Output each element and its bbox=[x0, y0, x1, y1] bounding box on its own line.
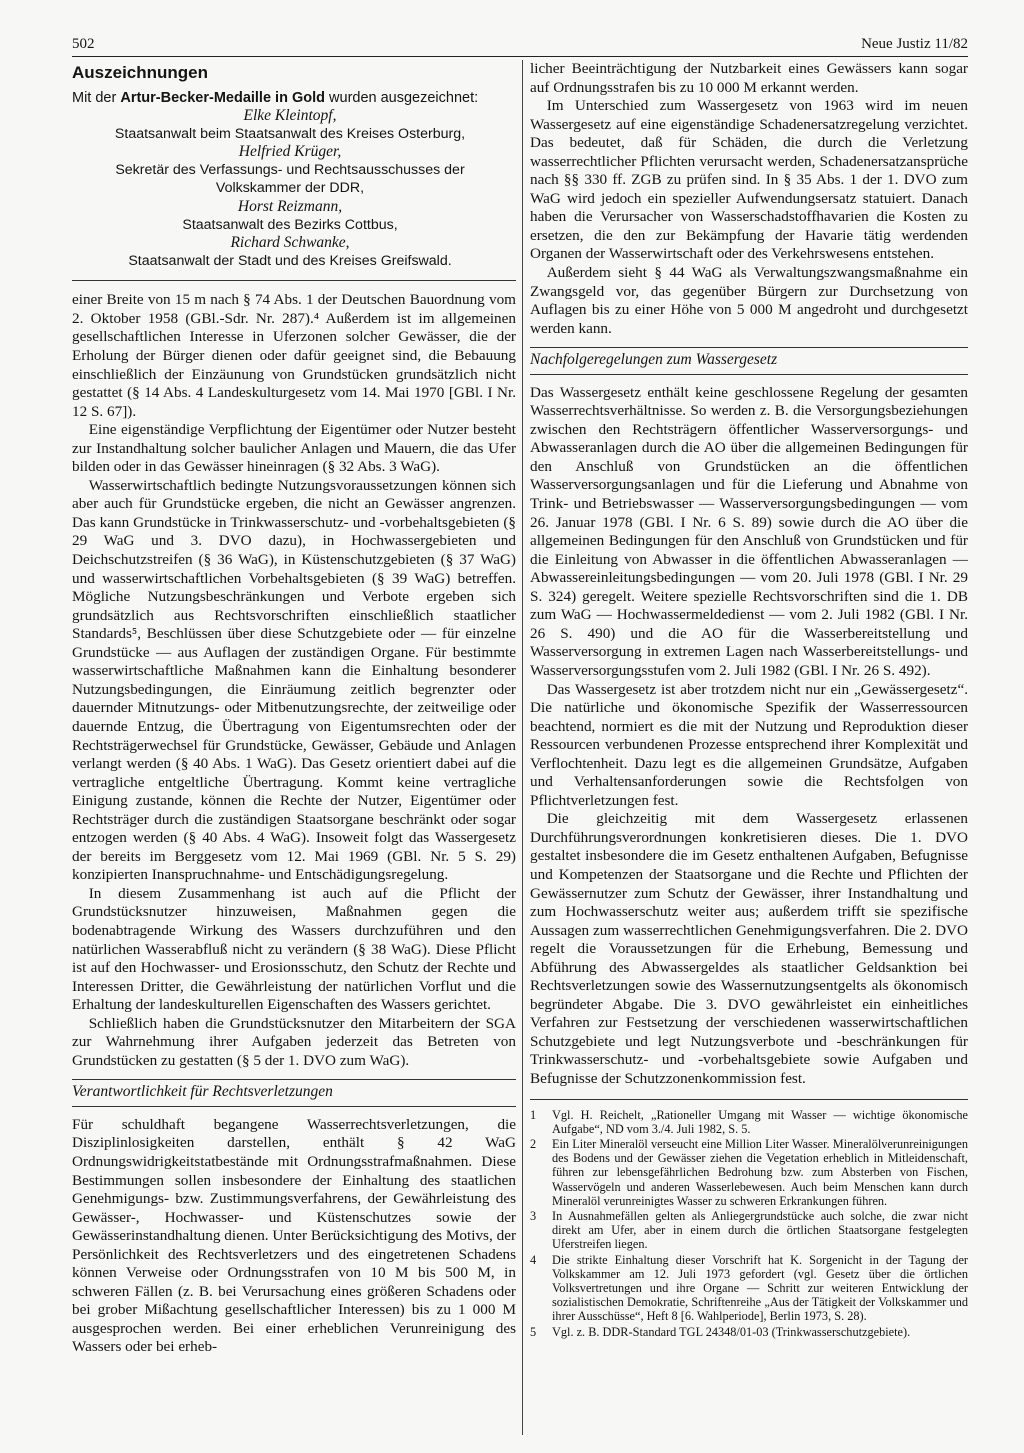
awards-title: Auszeichnungen bbox=[72, 63, 209, 82]
paragraph: Schließlich haben die Grundstücksnutzer den Mitarbeitern der SGA zur Wahrnehmung ihrer Aufgaben jederzeit das Betreten von Grundstücken zu gestatten (§ 5 der 1. DVO zum WaG). bbox=[72, 1014, 516, 1069]
page-number: 502 bbox=[72, 36, 95, 52]
section-heading: Nachfolgeregelungen zum Wassergesetz bbox=[530, 347, 968, 375]
footnote bbox=[530, 1108, 968, 1136]
award-recipient bbox=[72, 234, 508, 270]
paragraph: In diesem Zusammenhang ist auch auf die Pflicht der Grundstücksnutzer hinzuweisen, Maßnahmen gegen die bodenabtragende Wirkung des Wassers durchzuführen und den natürlichen Wasserabfluß nicht zu verändern (§ 38 WaG). Diese Pflicht ist auf den Hochwasser- und Erosionsschutz, den Schutz der Rechte und Interessen Dritter, die Gewährleistung der natürlichen Vorflut und die Erhaltung der landeskulturellen Eigenschaften des Wassers gerichtet. bbox=[72, 884, 516, 1014]
footnote bbox=[530, 1209, 968, 1252]
footnote-number: 3 bbox=[530, 1208, 537, 1223]
footnote-text: Vgl. z. B. DDR-Standard TGL 24348/01-03 (Trinkwasserschutzgebiete). bbox=[552, 1324, 911, 1339]
award-recipient bbox=[72, 143, 508, 198]
awards-intro-pre: Mit der bbox=[72, 89, 121, 106]
recipient-name: Horst Reizmann, bbox=[237, 197, 343, 215]
awards-intro-post: wurden ausgezeichnet: bbox=[325, 89, 479, 106]
header-rule bbox=[72, 56, 968, 57]
column-divider bbox=[522, 60, 523, 1435]
paragraph: licher Beeinträchtigung der Nutzbarkeit eines Gewässers kann sogar auf Ordnungsstrafen bis zu 10 000 M erkannt werden. bbox=[530, 60, 968, 96]
footnote-number: 1 bbox=[530, 1107, 537, 1122]
paragraph: Wasserwirtschaftlich bedingte Nutzungsvoraussetzungen können sich aber auch für Grundstücke ergeben, die nicht an Gewässer angrenzen. Das kann Grundstücke in Trinkwasserschutz- und -vorbehaltsgebieten (§ 29 WaG und 3. DVO dazu), in Hochwassergebieten und Deichschutzstreifen (§ 36 WaG), in Küstenschutzgebieten (§ 37 WaG) und wasserwirtschaftlichen Vorbehaltsgebieten (§ 39 WaG) betreffen. Mögliche Nutzungsbeschränkungen und Verbote ergeben sich grundsätzlich aus Rechtsvorschriften einschließlich staatlicher Standards⁵, Beschlüssen über diese Schutzgebiete oder — für einzelne Grundstücke — aus Auflagen der zuständigen Organe. Für bestimmte wasserwirtschaftliche Maßnahmen kann die Einhaltung besonderer Nutzungsbedingungen, die Einräumung zeitlich begrenzter oder dauernder Mitnutzungs- oder Mitbenutzungsrechte, der zeitweilige oder dauernde Entzug, die Übertragung von Eigentumsrechten oder der Rechtsträgerwechsel für Grundstücke, Gewässer, Gebäude und Anlagen verlangt werden (§ 40 Abs. 1 WaG). Das Gesetz orientiert dabei auf die vertragliche entgeltliche Übertragung. Kommt keine vertragliche Einigung zustande, können die Rechte der Nutzer, Eigentümer oder Rechtsträger durch die zuständigen Staatsorgane beschränkt oder sogar entzogen werden (§ 40 Abs. 4 WaG). Insoweit folgt das Wassergesetz der bereits im Berggesetz vom 12. Mai 1969 (GBl. Nr. 5 S. 29) konzipierten Inanspruchnahme- und Entschädigungsregelung. bbox=[72, 476, 516, 884]
footnote bbox=[530, 1325, 968, 1339]
medal-name: Artur-Becker-Medaille in Gold bbox=[120, 89, 325, 106]
recipient-role: Sekretär des Verfassungs- und Rechtsausschusses der Volkskammer der DDR, bbox=[115, 162, 465, 197]
recipient-name: Helfried Krüger, bbox=[238, 142, 342, 160]
right-column bbox=[530, 60, 968, 1340]
footnote-rule bbox=[530, 1099, 968, 1100]
section-heading: Verantwortlichkeit für Rechtsverletzungen bbox=[72, 1079, 516, 1107]
paragraph: Im Unterschied zum Wassergesetz von 1963 wird im neuen Wassergesetz auf eine eigenständige Schadenersatzregelung verzichtet. Das bedeutet, daß für Schäden, die durch die Verletzung wasserrechtlicher Pflichten verursacht werden, Schadenersatzansprüche nach §§ 330 ff. ZGB zu prüfen sind. In § 35 Abs. 1 der 1. DVO zum WaG wird jedoch ein spezieller Aufwendungsersatz statuiert. Danach haben die Verursacher von Wasserschadstoffhavarien die Kosten zu ersetzen, die den zur Bekämpfung der Havarie tätig werdenden Organen der Wasserwirtschaft oder des Verkehrswesens entstehen. bbox=[530, 97, 968, 263]
footnote bbox=[530, 1137, 968, 1208]
left-column bbox=[72, 60, 516, 1357]
footnote-text: Ein Liter Mineralöl verseucht eine Million Liter Wasser. Mineralölverunreinigungen des Bodens und der Gewässer ziehen die Vegetation erheblich in Mitleidenschaft, führen zur lebensgefährlichen Bedrohung bzw. zum Absterben von Fischen, Wasservögeln und anderen Wasserlebewesen. Auch beim Menschen kann durch Mineralöl verunreinigtes Wasser zu schweren Erkrankungen führen. bbox=[552, 1136, 968, 1208]
recipient-name: Elke Kleintopf, bbox=[243, 106, 337, 124]
paragraph: Eine eigenständige Verpflichtung der Eigentümer oder Nutzer besteht zur Instandhaltung solcher baulicher Anlagen und Mauern, die das Ufer bilden oder in das Gewässer hineinragen (§ 32 Abs. 3 WaG). bbox=[72, 421, 516, 476]
footnote bbox=[530, 1253, 968, 1324]
recipient-role: Staatsanwalt des Bezirks Cottbus, bbox=[182, 216, 398, 233]
recipient-role: Staatsanwalt der Stadt und des Kreises Greifswald. bbox=[128, 253, 452, 270]
paragraph: Das Wassergesetz enthält keine geschlossene Regelung der gesamten Wasserrechtsverhältnisse. So werden z. B. die Versorgungsbeziehungen zwischen den Rechtsträgern öffentlicher Wasserversorgungs- und Abwasseranlagen durch die AO über die allgemeinen Bedingungen für den Anschluß von Grundstücken an die öffentlichen Wasserversorgungsanlagen und für die Lieferung und Abnahme von Trink- und Betriebswasser — Wasserversorgungsbedingungen — vom 26. Januar 1978 (GBl. I Nr. 6 S. 89) sowie durch die AO über die allgemeinen Bedingungen für den Anschluß von Grundstücken und für die Einleitung von Abwasser in die öffentlichen Abwasseranlagen — Abwassereinleitungsbedingungen — vom 20. Juli 1978 (GBl. I Nr. 29 S. 324) geregelt. Weitere spezielle Rechtsvorschriften sind die 1. DB zum WaG — Hochwassermeldedienst — vom 2. Juli 1982 (GBl. I Nr. 26 S. 490) und die AO für die Wasserbereitstellung und Wasserversorgung in extremen Lagen nach Wasserbereitstellungs- und Wasserversorgungsstufen vom 2. Juli 1982 (GBl. I Nr. 26 S. 492). bbox=[530, 383, 968, 679]
awards-box bbox=[72, 60, 516, 281]
footnote-number: 2 bbox=[530, 1136, 537, 1151]
recipient-name: Richard Schwanke, bbox=[230, 233, 350, 251]
paragraph: Das Wassergesetz ist aber trotzdem nicht nur ein „Gewässergesetz“. Die natürliche und ökonomische Spezifik der Wasserressourcen beachtend, normiert es die mit der Nutzung und Reproduktion dieser Ressourcen verbundenen Prozesse entsprechend ihrer Komplexität und Verflochtenheit. Dazu legt es die allgemeinen Grundsätze, Aufgaben und Verhaltensanforderungen sowie die Rechtsfolgen von Pflichtverletzungen fest. bbox=[530, 680, 968, 809]
footnote-number: 5 bbox=[530, 1324, 537, 1339]
paragraph: Außerdem sieht § 44 WaG als Verwaltungszwangsmaßnahme ein Zwangsgeld vor, das gegenüber Bürgern zur Durchsetzung von Auflagen bis zu einer Höhe von 5 000 M angedroht und durchgesetzt werden kann. bbox=[530, 264, 968, 337]
paragraph: Die gleichzeitig mit dem Wassergesetz erlassenen Durchführungsverordnungen konkretisieren dieses. Die 1. DVO gestaltet insbesondere die im Gesetz enthaltenen Aufgaben, Befugnisse und Kompetenzen der Staatsorgane und die Rechte und Pflichten der Gewässernutzer zum Schutz der Gewässer, ihrer Instandhaltung und zum Hochwasserschutz weiter aus; außerdem trifft sie spezifische Aussagen zum wasserrechtlichen Genehmigungsverfahren. Die 2. DVO regelt die Voraussetzungen für die Erhebung, Bemessung und Abführung des Abwassergeldes als staatlicher Geldsanktion bei Rechtsverletzungen sowie des Wassernutzungsentgelts als ökonomisch begründeter Abgabe. Die 3. DVO gewährleistet ein einheitliches Verfahren zur Festsetzung der verschiedenen wasserwirtschaftlichen Schutzgebiete und legt Nutzungsverbote und -beschränkungen für Trinkwasserschutz- und -vorbehaltsgebiete sowie Aufgaben und Befugnisse der Schutzzonenkommission fest. bbox=[530, 810, 968, 1087]
footnote-text: Vgl. H. Reichelt, „Rationeller Umgang mit Wasser — wichtige ökonomische Aufgabe“, ND vom 3./4. Juli 1982, S. 5. bbox=[552, 1107, 968, 1136]
journal-issue: Neue Justiz 11/82 bbox=[861, 36, 968, 52]
footnote-number: 4 bbox=[530, 1252, 537, 1267]
paragraph: Für schuldhaft begangene Wasserrechtsverletzungen, die Disziplinlosigkeiten darstellen, enthält § 42 WaG Ordnungswidrigkeitstatbestände mit Ordnungsstrafmaßnahmen. Diese Bestimmungen sollen insbesondere der Einhaltung des staatlichen Genehmigungs- bzw. Zustimmungsverfahrens, der Gewährleistung des Gewässer-, Hochwasser- und Küstenschutzes sowie der Gewässerinstandhaltung dienen. Unter Berücksichtigung des Motivs, der Persönlichkeit des Rechtsverletzers und des eingetretenen Schadens können Verweise oder Ordnungsstrafen von 10 M bis 500 M, in schweren Fällen (z. B. bei Verursachung eines größeren Schadens oder bei grober Mißachtung gesellschaftlicher Interessen) bis zu 1 000 M ausgesprochen werden. Bei einer erheblichen Verunreinigung des Wassers oder bei erheb- bbox=[72, 1115, 516, 1356]
award-recipient bbox=[72, 198, 508, 234]
paragraph: einer Breite von 15 m nach § 74 Abs. 1 der Deutschen Bauordnung vom 2. Oktober 1958 (GBl.-Sdr. Nr. 287).⁴ Außerdem ist im allgemeinen gesellschaftlichen Interesse in Uferzonen solcher Gewässer, die der Erholung der Bürger dienen oder dafür geeignet sind, die Bebauung einschließlich der Einzäunung von Grundstücken grundsätzlich nicht gestattet (§ 14 Abs. 4 Landeskulturgesetz vom 14. Mai 1970 [GBl. I Nr. 12 S. 67]). bbox=[72, 291, 516, 420]
footnote-text: In Ausnahmefällen gelten als Anliegergrundstücke auch solche, die zwar nicht direkt am Ufer, aber in einem durch die örtlichen Staatsorgane festgelegten Uferstreifen liegen. bbox=[552, 1208, 968, 1252]
award-recipient bbox=[72, 107, 508, 143]
awards-intro bbox=[72, 89, 508, 107]
footnote-text: Die strikte Einhaltung dieser Vorschrift hat K. Sorgenicht in der Tagung der Volkskammer am 12. Juli 1973 gefordert (vgl. Gesetz über die örtlichen Volksvertretungen und ihre Organe — Schritt zur weiteren Entwicklung der sozialistischen Demokratie, Schriftenreihe „Aus der Tätigkeit der Volkskammer und ihrer Ausschüsse“, Heft 8 [6. Wahlperiode], Berlin 1973, S. 28). bbox=[552, 1252, 968, 1324]
recipient-role: Staatsanwalt beim Staatsanwalt des Kreises Osterburg, bbox=[114, 125, 466, 142]
